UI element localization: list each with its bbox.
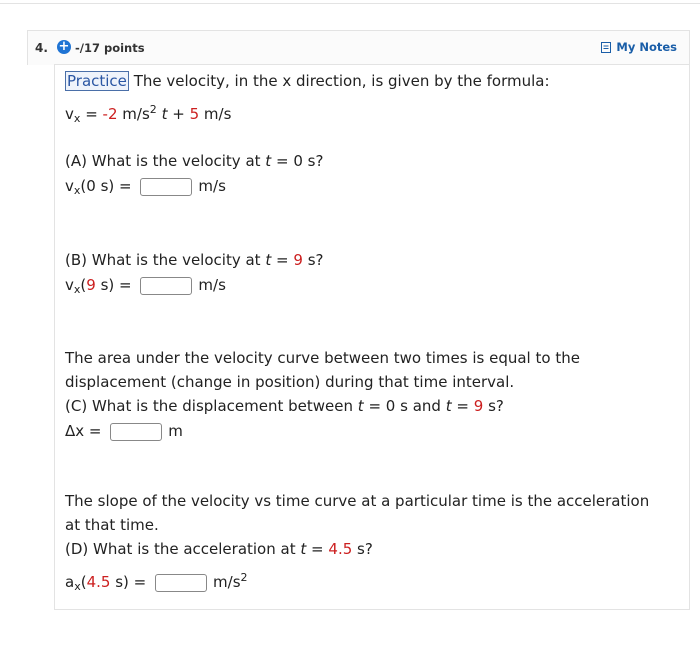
part-a-answer-var: v	[65, 177, 74, 195]
question-number: 4.	[35, 41, 48, 55]
part-d-unit: m/s	[213, 573, 241, 591]
part-d-paren: (	[80, 573, 87, 591]
part-a-answer-sub: x	[73, 184, 81, 197]
part-b-answer-sub: x	[73, 283, 81, 296]
part-a-answer-row	[65, 176, 226, 201]
part-c-text-2: displacement (change in position) during that time interval.	[65, 373, 515, 391]
question-header	[27, 30, 690, 65]
part-b-answer-eq: =	[119, 276, 132, 294]
part-b-answer-arg-unit: s)	[100, 276, 115, 294]
part-d-text-2: at that time.	[65, 516, 159, 534]
formula-var: v	[65, 105, 74, 123]
part-d-answer-sub: x	[74, 580, 81, 593]
question-body	[54, 64, 690, 610]
my-notes-link[interactable]	[601, 40, 677, 54]
part-b-question	[65, 250, 323, 270]
part-a-paren: (	[80, 177, 87, 195]
formula-const: 5	[189, 105, 200, 123]
part-c-t2-value: 9	[473, 397, 484, 415]
formula-coef-unit: m/s	[122, 105, 150, 123]
part-a-answer-eq: =	[119, 177, 132, 195]
part-a-eq: =	[275, 152, 289, 170]
part-b-t-value: 9	[293, 251, 303, 269]
part-b-answer-input[interactable]	[140, 277, 192, 295]
part-c-answer-row	[65, 421, 183, 441]
points-label: -/17 points	[75, 41, 145, 55]
part-c-t1-unit: s and	[400, 397, 441, 415]
part-a-answer-arg-unit: s)	[100, 177, 115, 195]
part-b-paren: (	[80, 276, 87, 294]
part-d-answer-input[interactable]	[155, 574, 207, 592]
part-c-t2: t	[445, 397, 452, 415]
part-c-t2-unit: s?	[488, 397, 504, 415]
formula-sub: x	[73, 112, 81, 125]
part-d-answer-arg-unit: s)	[115, 573, 129, 591]
part-d-eq: =	[311, 540, 324, 558]
part-d-t-value: 4.5	[328, 540, 353, 558]
part-d-text-1: The slope of the velocity vs time curve at a particular time is the acceleration	[65, 492, 650, 510]
formula-const-unit: m/s	[203, 105, 232, 123]
part-c-answer-input[interactable]	[110, 423, 162, 441]
part-c-unit: m	[168, 422, 183, 440]
part-c-eq2: =	[456, 397, 469, 415]
intro-line	[65, 71, 550, 91]
part-c-t1-value: 0	[385, 397, 396, 415]
part-c-eq1: =	[368, 397, 382, 415]
part-a-t: t	[265, 152, 272, 170]
part-a-t-unit: s?	[307, 152, 324, 170]
part-a-answer-arg: 0	[86, 177, 96, 195]
part-b-answer-row	[65, 275, 226, 300]
part-d-unit-exp: 2	[240, 571, 248, 584]
formula-plus: +	[172, 105, 185, 123]
part-d-prefix: (D) What is the acceleration at	[65, 540, 296, 558]
part-c-text-1: The area under the velocity curve between two times is equal to the	[65, 349, 580, 367]
part-b-t: t	[265, 251, 272, 269]
part-c-prefix: (C) What is the displacement between	[65, 397, 353, 415]
part-c-answer-eq: =	[88, 422, 102, 440]
part-d-answer-row	[65, 568, 248, 597]
intro-text: The velocity, in the x direction, is given by the formula:	[133, 72, 550, 90]
part-c-question	[65, 396, 504, 416]
formula-eq: =	[85, 105, 98, 123]
part-b-prefix: (B) What is the velocity at	[65, 251, 261, 269]
part-b-answer-arg: 9	[86, 276, 96, 294]
part-c-answer-lhs: Δx	[65, 422, 85, 440]
part-a-question	[65, 151, 323, 171]
top-divider	[0, 3, 700, 4]
velocity-formula	[65, 100, 231, 129]
part-d-t-unit: s?	[357, 540, 373, 558]
part-d-question	[65, 539, 373, 559]
expand-plus-icon[interactable]: +	[58, 39, 70, 54]
part-d-answer-arg: 4.5	[86, 573, 111, 591]
part-d-answer-eq: =	[133, 573, 147, 591]
part-b-answer-var: v	[65, 276, 74, 294]
formula-t: t	[161, 105, 168, 123]
part-a-unit: m/s	[198, 177, 226, 195]
part-c-t1: t	[357, 397, 364, 415]
my-notes-label: My Notes	[616, 40, 677, 54]
part-b-unit: m/s	[198, 276, 226, 294]
part-a-prefix: (A) What is the velocity at	[65, 152, 261, 170]
part-b-eq: =	[276, 251, 289, 269]
note-icon	[601, 42, 611, 53]
formula-coef: -2	[102, 105, 118, 123]
part-d-answer-var: a	[65, 573, 75, 591]
formula-coef-exp: 2	[149, 103, 157, 116]
part-a-t-value: 0	[293, 152, 303, 170]
practice-button[interactable]: Practice	[67, 72, 127, 90]
part-b-t-unit: s?	[307, 251, 324, 269]
part-d-t: t	[300, 540, 307, 558]
part-a-answer-input[interactable]	[140, 178, 192, 196]
